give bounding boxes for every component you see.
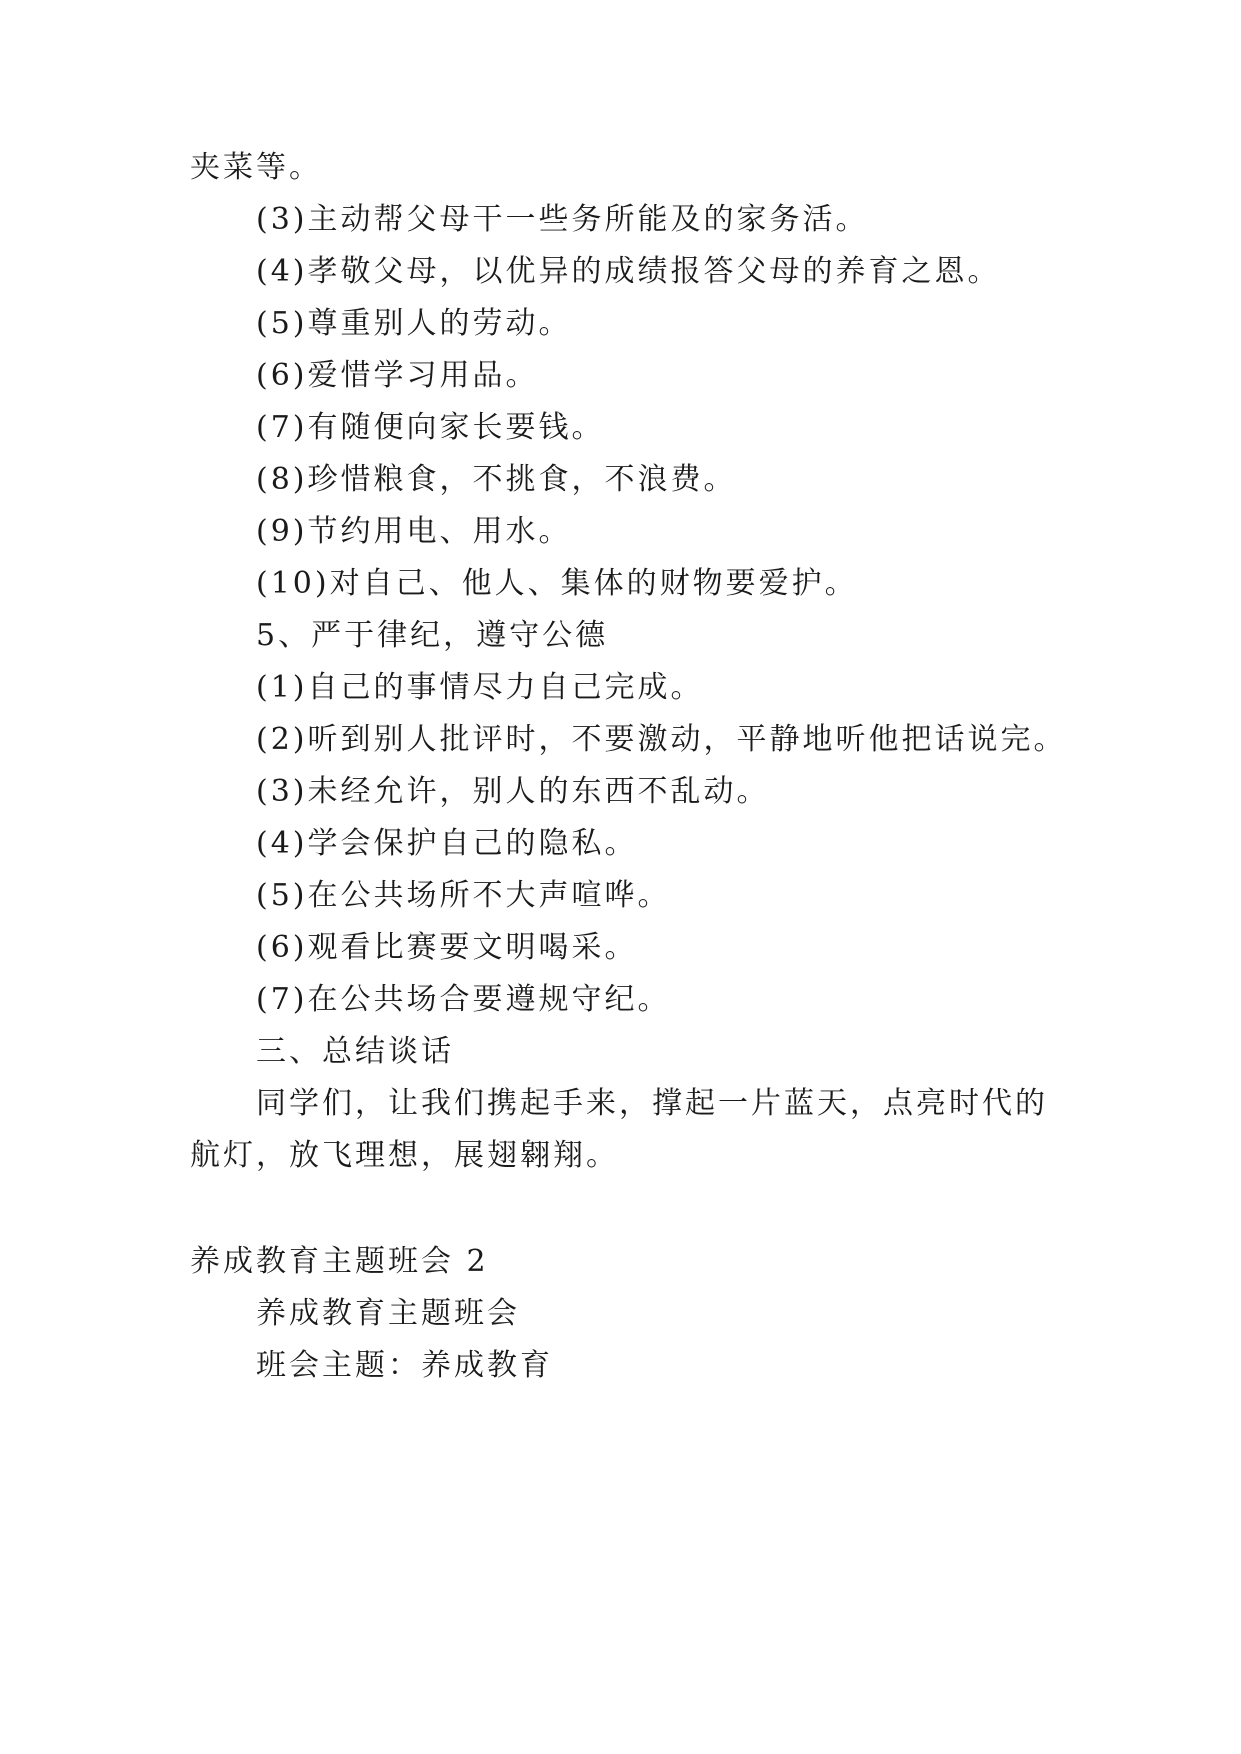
list-item: (8)珍惜粮食，不挑食，不浪费。 <box>256 462 737 497</box>
list-item: (3)主动帮父母干一些务所能及的家务活。 <box>256 202 869 237</box>
list-item: (1)自己的事情尽力自己完成。 <box>256 670 704 705</box>
section-heading: 三、总结谈话 <box>256 1034 454 1069</box>
list-item: (4)学会保护自己的隐私。 <box>256 826 638 861</box>
theme-line: 班会主题：养成教育 <box>256 1348 553 1383</box>
paragraph-line: 同学们，让我们携起手来，撑起一片蓝天，点亮时代的 <box>256 1086 1048 1121</box>
section-heading: 5、严于律纪，遵守公德 <box>256 618 609 653</box>
paragraph-line: 航灯，放飞理想，展翅翱翔。 <box>190 1138 619 1173</box>
list-item: (5)在公共场所不大声喧哗。 <box>256 878 671 913</box>
list-item: (6)观看比赛要文明喝采。 <box>256 930 638 965</box>
list-item: (6)爱惜学习用品。 <box>256 358 539 393</box>
paragraph-line: 夹菜等。 <box>190 150 322 185</box>
list-item: (7)有随便向家长要钱。 <box>256 410 605 445</box>
list-item: (4)孝敬父母，以优异的成绩报答父母的养育之恩。 <box>256 254 1001 289</box>
list-item: (2)听到别人批评时，不要激动，平静地听他把话说完。 <box>256 722 1067 757</box>
document-title: 养成教育主题班会 2 <box>190 1244 489 1279</box>
list-item: (9)节约用电、用水。 <box>256 514 572 549</box>
list-item: (10)对自己、他人、集体的财物要爱护。 <box>256 566 858 601</box>
list-item: (3)未经允许，别人的东西不乱动。 <box>256 774 770 809</box>
list-item: (7)在公共场合要遵规守纪。 <box>256 982 671 1017</box>
list-item: (5)尊重别人的劳动。 <box>256 306 572 341</box>
subtitle-line: 养成教育主题班会 <box>256 1296 520 1331</box>
